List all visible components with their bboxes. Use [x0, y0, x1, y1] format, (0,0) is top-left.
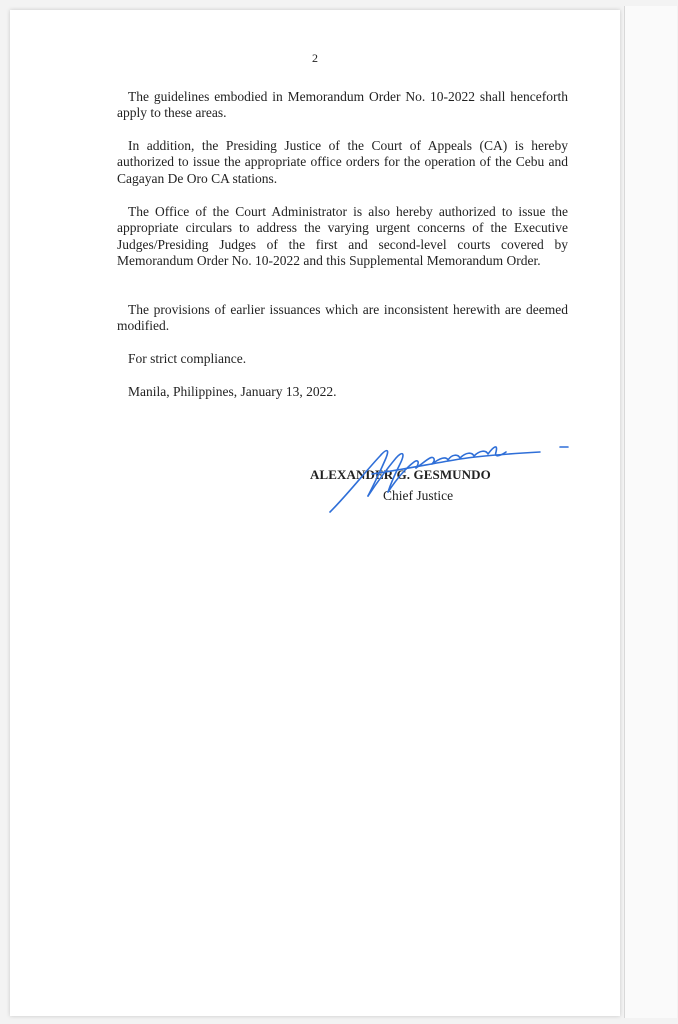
next-page-edge: [624, 6, 677, 1018]
paragraph-guidelines: The guidelines embodied in Memorandum Order No. 10-2022 shall henceforth apply to these areas.: [117, 89, 568, 121]
signature-block: [310, 452, 590, 532]
paragraph-court-administrator: The Office of the Court Administrator is also hereby authorized to issue the appropriate circulars to address the varying urgent concerns of the Executive Judges/Presiding Judges of the first and second-level courts covered by Memorandum Order No. 10-2022 and this Supplemental Memorandum Order.: [117, 204, 568, 269]
signatory-title: Chief Justice: [383, 488, 454, 503]
handwritten-signature: [310, 434, 590, 524]
document-page: [10, 10, 620, 1016]
paragraph-date-place: Manila, Philippines, January 13, 2022.: [128, 384, 337, 399]
paragraph-compliance: For strict compliance.: [128, 351, 247, 366]
page-number: 2: [312, 51, 318, 65]
signatory-name: ALEXANDER G. GESMUNDO: [310, 467, 491, 482]
paragraph-presiding-justice: In addition, the Presiding Justice of the Court of Appeals (CA) is hereby authorized to issue the appropriate office orders for the operation of the Cebu and Cagayan De Oro CA stations.: [117, 138, 568, 186]
paragraph-provisions: The provisions of earlier issuances which are inconsistent herewith are deemed modified.: [117, 302, 568, 334]
